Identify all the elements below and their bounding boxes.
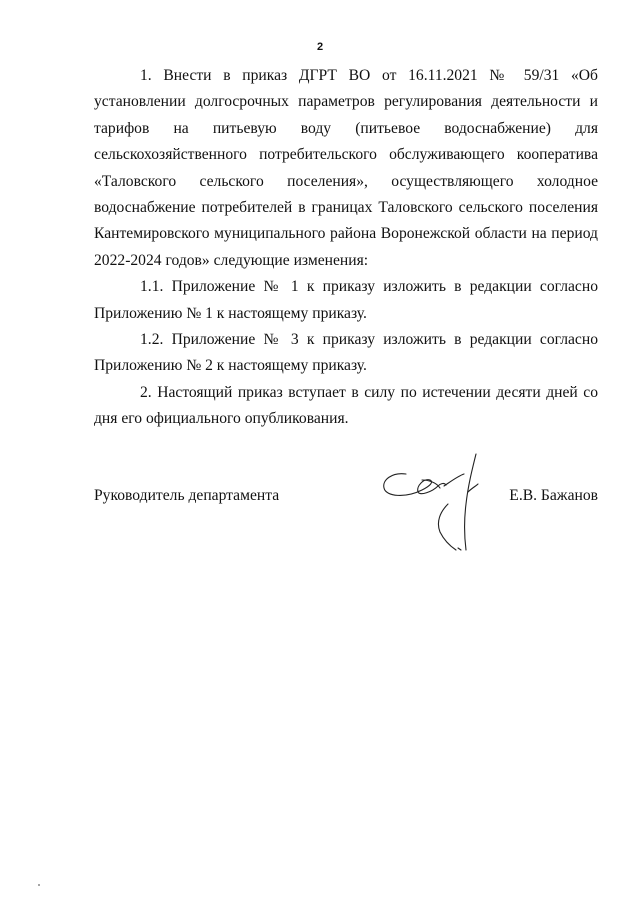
document-body [94, 63, 598, 433]
signature-block [94, 484, 598, 508]
page-number: 2 [316, 41, 324, 53]
paragraph-1-1: 1.1. Приложение № 1 к приказу изложить в редакции согласно Приложению № 1 к настоящему приказу. [94, 278, 598, 322]
scan-speck [38, 884, 40, 886]
paragraph-1-2: 1.2. Приложение № 3 к приказу изложить в редакции согласно Приложению № 2 к настоящему приказу. [94, 331, 598, 375]
paragraph-2: 2. Настоящий приказ вступает в силу по истечении десяти дней со дня его официального опубликования. [94, 383, 598, 428]
paragraph-1: 1. Внести в приказ ДГРТ ВО от 16.11.2021 № 59/31 «Об установлении долгосрочных параметров регулирования деятельности и тарифов на питьевую воду (питьевое водоснабжение) для сельскохозяйственного потребительского обслуживающего кооператива «Таловского сельского поселения», осуществляющего холодное водоснабжение потребителей в границах Таловского сельского поселения Кантемировского муниципального района Воронежской области на период 2022-2024 годов» следующие изменения: [94, 67, 598, 269]
signatory-position: Руководитель департамента [94, 487, 280, 504]
signatory-name: Е.В. Бажанов [509, 487, 598, 504]
handwritten-signature [378, 452, 488, 557]
